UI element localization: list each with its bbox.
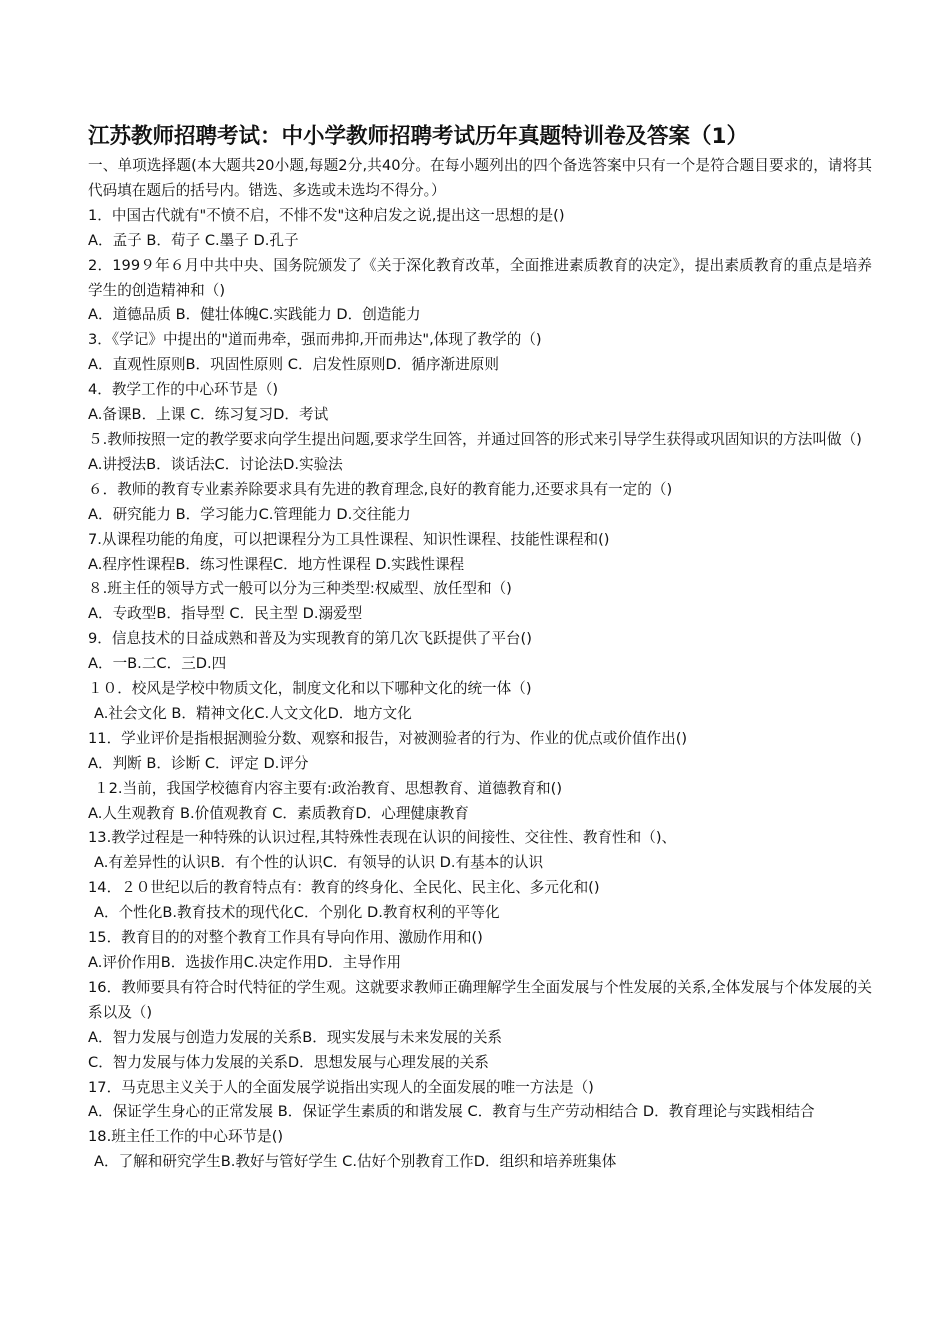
question-13-stem: 13.教学过程是一种特殊的认识过程,其特殊性表现在认识的间接性、交往性、教育性和（)、 [88, 829, 677, 847]
question-2-stem: 2．199９年６月中共中央、国务院颁发了《关于深化教育改革，全面推进素质教育的决定》，提出素质教育的重点是培养学生的创造精神和（) [88, 256, 872, 299]
question-1-stem: 1．中国古代就有"不愤不启，不悱不发"这种启发之说,提出这一思想的是() [88, 206, 565, 224]
question-14-options: A．个性化B.教育技术的现代化C．个别化 D.教育权利的平等化 [94, 904, 500, 922]
question-7-options: A.程序性课程B．练习性课程C．地方性课程 D.实践性课程 [88, 555, 465, 573]
question-11-stem: 11．学业评价是指根据测验分数、观察和报告，对被测验者的行为、作业的优点或价值作出() [88, 729, 688, 747]
question-17-stem: 17．马克思主义关于人的全面发展学说指出实现人的全面发展的唯一方法是（) [88, 1078, 594, 1096]
question-2-options: A．道德品质 B．健壮体魄C.实践能力 D．创造能力 [88, 306, 421, 324]
question-10-stem: １０．校风是学校中物质文化，制度文化和以下哪种文化的统一体（) [88, 680, 532, 698]
question-list [88, 204, 872, 1175]
question-18-options: A．了解和研究学生B.教好与管好学生 C.估好个别教育工作D．组织和培养班集体 [94, 1153, 617, 1171]
document-page [88, 122, 872, 1175]
question-11-options: A．判断 B．诊断 C．评定 D.评分 [88, 754, 309, 772]
question-12-stem: １2.当前，我国学校德育内容主要有:政治教育、思想教育、道德教育和() [94, 779, 563, 797]
question-5-stem: ５.教师按照一定的教学要求向学生提出问题,要求学生回答，并通过回答的形式来引导学生获得或巩固知识的方法叫做（) [88, 430, 862, 448]
question-13-options: A.有差异性的认识B．有个性的认识C．有领导的认识 D.有基本的认识 [94, 854, 544, 872]
question-16-stem: 16．教师要具有符合时代特征的学生观。这就要求教师正确理解学生全面发展与个性发展的关系,全体发展与个体发展的关系以及（) [88, 978, 872, 1021]
question-4-stem: 4．教学工作的中心环节是（) [88, 381, 279, 399]
section-intro: 一、单项选择题(本大题共20小题,每题2分,共40分。在每小题列出的四个备选答案中只有一个是符合题目要求的，请将其代码填在题后的括号内。错选、多选或未选均不得分。） [88, 157, 872, 199]
question-7-stem: 7.从课程功能的角度，可以把课程分为工具性课程、知识性课程、技能性课程和() [88, 530, 610, 548]
question-9-options: A．一B.二C．三D.四 [88, 655, 227, 673]
question-6-options: A．研究能力 B．学习能力C.管理能力 D.交往能力 [88, 505, 411, 523]
question-10-options: A.社会文化 B．精神文化C.人文文化D．地方文化 [94, 704, 412, 722]
question-17-options: A．保证学生身心的正常发展 B．保证学生素质的和谐发展 C．教育与生产劳动相结合 D．教育理论与实践相结合 [88, 1103, 815, 1121]
question-4-options: A.备课B．上课 C．练习复习D．考试 [88, 406, 329, 424]
question-8-options: A．专政型B．指导型 C．民主型 D.溺爱型 [88, 605, 363, 623]
question-16-options-line2: C．智力发展与体力发展的关系D．思想发展与心理发展的关系 [88, 1053, 489, 1071]
question-18-stem: 18.班主任工作的中心环节是() [88, 1128, 284, 1146]
question-6-stem: ６．教师的教育专业素养除要求具有先进的教育理念,良好的教育能力,还要求具有一定的（) [88, 480, 673, 498]
question-16-options: A．智力发展与创造力发展的关系B．现实发展与未来发展的关系 [88, 1028, 503, 1046]
question-5-options: A.讲授法B．谈话法C．讨论法D.实验法 [88, 455, 343, 473]
question-9-stem: 9．信息技术的日益成熟和普及为实现教育的第几次飞跃提供了平台() [88, 630, 532, 648]
question-1-options: A．孟子 B．荀子 C.墨子 D.孔子 [88, 231, 299, 249]
question-14-stem: 14．２０世纪以后的教育特点有：教育的终身化、全民化、民主化、多元化和() [88, 879, 600, 897]
question-15-stem: 15．教育目的的对整个教育工作具有导向作用、激励作用和() [88, 929, 483, 947]
question-3-options: A．直观性原则B．巩固性原则 C．启发性原则D．循序渐进原则 [88, 356, 499, 374]
page-title: 江苏教师招聘考试：中小学教师招聘考试历年真题特训卷及答案（1） [88, 124, 748, 149]
question-3-stem: 3．《学记》中提出的"道而弗牵，强而弗抑,开而弗达",体现了教学的（) [88, 331, 542, 349]
question-15-options: A.评价作用B．选拔作用C.决定作用D．主导作用 [88, 954, 402, 971]
question-8-stem: ８.班主任的领导方式一般可以分为三种类型:权威型、放任型和（) [88, 580, 512, 598]
question-12-options: A.人生观教育 B.价值观教育 C．素质教育D．心理健康教育 [88, 804, 469, 822]
